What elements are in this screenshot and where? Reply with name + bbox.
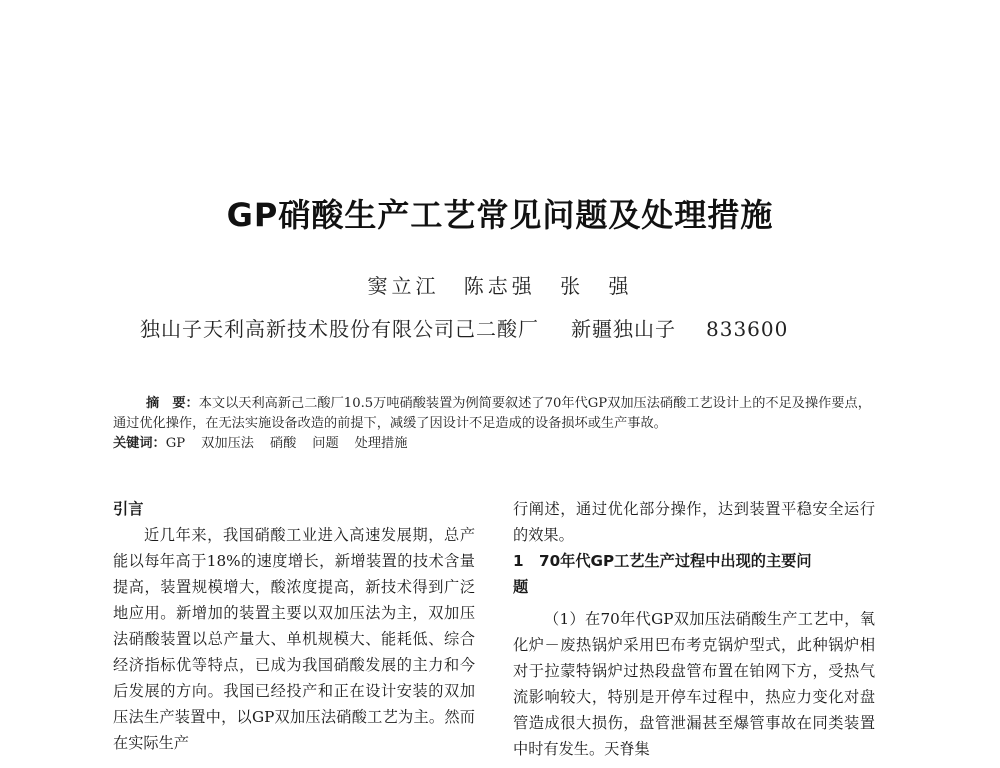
intro-continuation: 行阐述，通过优化部分操作，达到装置平稳安全运行的效果。: [513, 500, 875, 544]
keywords-label: 关键词：: [113, 436, 166, 451]
keyword: 问题: [312, 436, 339, 451]
abstract-text: 本文以天利高新己二酸厂10.5万吨硝酸装置为例简要叙述了70年代GP双加压法硝酸工艺设计上的不足及操作要点，通过优化操作，在无法实施设备改造的前提下，减缓了因设计不足造成的设备损坏或生产事故。: [113, 396, 871, 431]
section-title-line2: 题: [513, 578, 529, 596]
section-1-paragraph: （1）在70年代GP双加压法硝酸生产工艺中，氧化炉－废热锅炉采用巴布考克锅炉型式，此种锅炉相对于拉蒙特锅炉过热段盘管布置在铂网下方，受热气流影响较大，特别是开停车过程中，热应力变化对盘管造成很大损伤，盘管泄漏甚至爆管事故在同类装置中时有发生。天脊集: [513, 610, 875, 758]
keywords-line: [113, 434, 881, 454]
keyword: 双加压法: [201, 436, 254, 451]
paper-title: GP硝酸生产工艺常见问题及处理措施: [226, 196, 774, 234]
keyword: GP: [165, 436, 186, 451]
abstract-label: 摘 要：: [146, 396, 199, 411]
section-title-line1: 70年代GP工艺生产过程中出现的主要问: [539, 552, 812, 570]
right-column: [513, 496, 875, 762]
left-column: [113, 496, 475, 756]
paper-authors: 窦立江 陈志强 张 强: [367, 274, 633, 298]
intro-heading: 引言: [113, 500, 144, 518]
abstract-block: [113, 394, 881, 454]
intro-paragraph: 近几年来，我国硝酸工业进入高速发展期，总产能以每年高于18%的速度增长，新增装置的技术含量提高，装置规模增大，酸浓度提高，新技术得到广泛地应用。新增加的装置主要以双加压法为主，双加压法硝酸装置以总产量大、单机规模大、能耗低、综合经济指标优等特点，已成为我国硝酸发展的主力和今后发展的方向。我国已经投产和正在设计安装的双加压法生产装置中，以GP双加压法硝酸工艺为主。然而在实际生产: [113, 526, 475, 752]
section-title: [513, 548, 875, 600]
paper-affiliation: [140, 313, 900, 342]
section-1-heading: [513, 548, 875, 600]
affiliation-zip: 833600: [706, 317, 789, 341]
affiliation-org: 独山子天利高新技术股份有限公司己二酸厂: [140, 317, 539, 341]
affiliation-city: 新疆独山子: [571, 317, 676, 341]
keyword: 处理措施: [354, 436, 408, 451]
keyword: 硝酸: [269, 436, 297, 451]
section-number: 1: [513, 552, 524, 570]
abstract-paragraph: [113, 394, 881, 434]
